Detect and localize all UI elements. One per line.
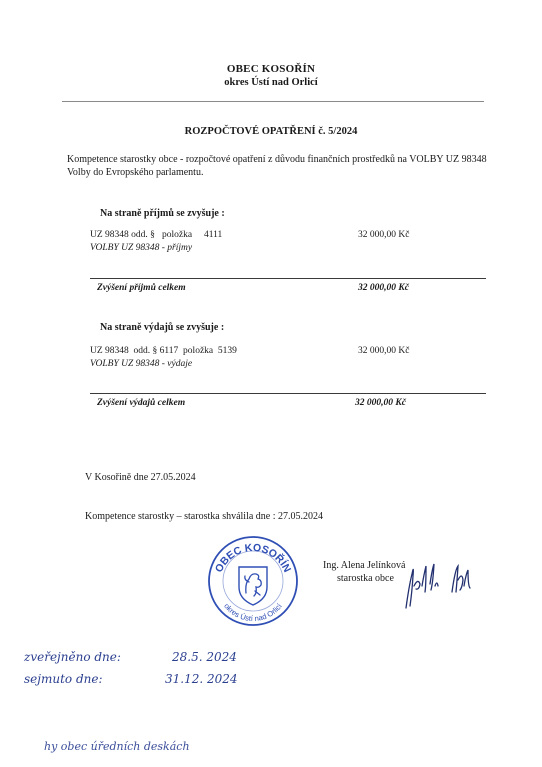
expense-total-label: Zvýšení výdajů celkem [97, 398, 186, 408]
handwritten-signature [400, 556, 480, 616]
place-date: V Kosořině dne 27.05.2024 [85, 472, 196, 483]
document-title: ROZPOČTOVÉ OPATŘENÍ č. 5/2024 [184, 126, 358, 137]
stamp-bottom-text: okres Ústí nad Orlicí [222, 601, 284, 624]
footer-handwritten-note: hy obec úředních deskách [44, 740, 190, 753]
removed-label: sejmuto dne: [24, 672, 103, 686]
income-total-divider [90, 278, 486, 279]
posted-date: 28.5. 2024 [172, 650, 237, 664]
intro-paragraph: Kompetence starostky obce - rozpočtové opatření z důvodu finančních prostředků na VOLBY UZ 98348 Volby do Evropského parlamentu. [67, 154, 487, 178]
expense-note: VOLBY UZ 98348 - výdaje [90, 359, 193, 369]
expense-amount: 32 000,00 Kč [358, 346, 410, 356]
income-amount: 32 000,00 Kč [358, 230, 410, 240]
stamp-top-text: OBEC KOSOŘÍN [212, 541, 294, 575]
district-name: okres Ústí nad Orlicí [224, 77, 318, 88]
expense-total-amount: 32 000,00 Kč [355, 398, 406, 408]
income-total-amount: 32 000,00 Kč [358, 283, 409, 293]
income-heading: Na straně příjmů se zvyšuje : [100, 208, 225, 219]
signatory-role: starostka obce [337, 573, 394, 584]
expense-total-divider [90, 393, 486, 394]
header-divider [62, 101, 484, 102]
municipal-stamp [205, 533, 301, 629]
municipality-name: OBEC KOSOŘÍN [226, 63, 316, 75]
income-total-label: Zvýšení příjmů celkem [97, 283, 186, 293]
income-note: VOLBY UZ 98348 - příjmy [90, 243, 193, 253]
coat-of-arms-icon [239, 567, 267, 605]
approval-statement: Kompetence starostky – starostka shválila dne : 27.05.2024 [85, 511, 324, 522]
removed-date: 31.12. 2024 [165, 672, 238, 686]
expense-line: UZ 98348 odd. § 6117 položka 5139 [90, 346, 237, 356]
posted-label: zveřejněno dne: [24, 650, 121, 664]
income-line: UZ 98348 odd. § položka 4111 [90, 230, 223, 240]
signatory-name: Ing. Alena Jelínková [323, 560, 406, 571]
expense-heading: Na straně výdajů se zvyšuje : [100, 322, 225, 333]
